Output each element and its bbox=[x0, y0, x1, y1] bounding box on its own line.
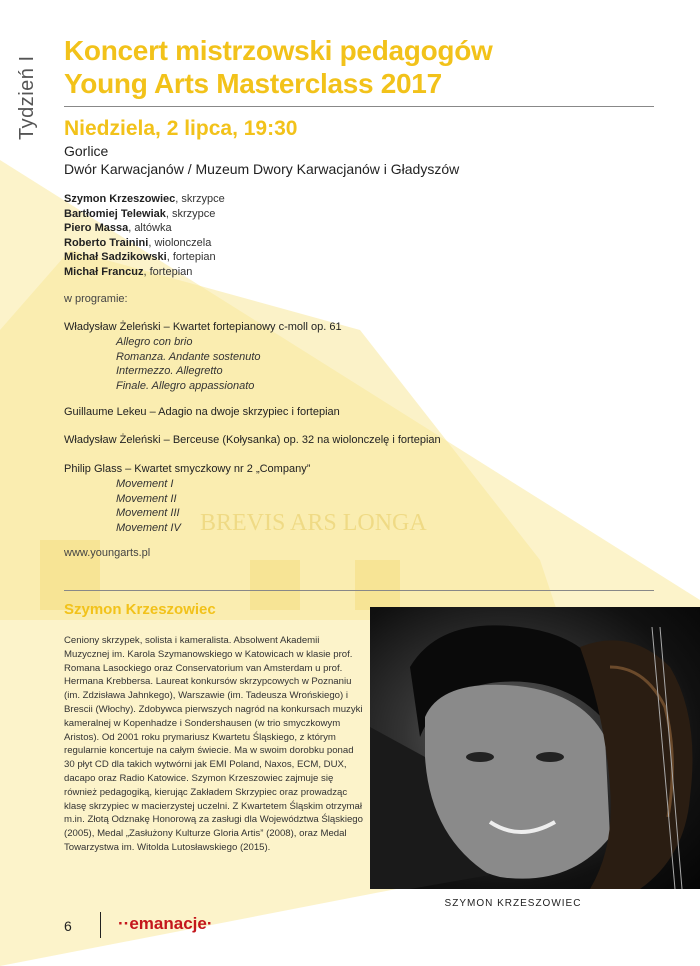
movement: Intermezzo. Allegretto bbox=[116, 365, 223, 377]
section-divider bbox=[64, 590, 654, 591]
movement: Movement III bbox=[116, 507, 180, 519]
performer: Michał Francuz, fortepian bbox=[64, 265, 193, 278]
bio-title: Szymon Krzeszowiec bbox=[64, 601, 216, 618]
concert-date: Niedziela, 2 lipca, 19:30 bbox=[64, 117, 298, 140]
website-link[interactable]: www.youngarts.pl bbox=[64, 547, 151, 559]
movement-list bbox=[116, 477, 181, 535]
photo-caption: SZYMON KRZESZOWIEC bbox=[444, 898, 582, 909]
performer: Bartłomiej Telewiak, skrzypce bbox=[64, 207, 216, 220]
page-number: 6 bbox=[64, 918, 72, 934]
title-divider bbox=[64, 106, 654, 107]
work-title: Guillaume Lekeu – Adagio na dwoje skrzypiec i fortepian bbox=[64, 406, 340, 418]
movement: Allegro con brio bbox=[116, 336, 193, 348]
eye-shape bbox=[466, 752, 494, 762]
performer: Michał Sadzikowski, fortepian bbox=[64, 251, 216, 264]
performer: Roberto Trainini, wiolonczela bbox=[64, 236, 212, 249]
bio-text: Ceniony skrzypek, solista i kameralista. Absolwent Akademii Muzycznej im. Karola Szymanowskiego w Katowicach w klasie prof. Romana Lasockiego oraz Conservatorium van Amsterdam u prof. Hermana Krebbersa. Laureat konkursów skrzypcowych w Poznaniu (im. Zdzisława Jahnkego), Warszawie (im. Tadeusza Wrońskiego) i Brescii (Włochy). Zdobywca pierwszych nagród na konkursach muzyki kameralnej w Kopenhadze i Sondershausen (w trio smyczkowym Aristos). Od 2001 roku prymariusz Kwartetu Śląskiego, z którym regularnie koncertuje na całym świecie. Ma w swoim dorobku ponad 30 płyt CD dla takich wytwórni jak EMI Poland, Naxos, ECM, DUX, dacapo oraz Radio Katowice. Szymon Krzeszowiec zajmuje się również pedagogiką, kierując Zakładem Skrzypiec oraz prowadząc klasę skrzypiec w macierzystej uczelni. Z Kwartetem Śląskim otrzymał m.in. Złotą Odznakę Honorową za zasługi dla Województwa Śląskiego (2005), Medal „Zasłużony Kulturze Gloria Artis” (2008), oraz Medal Towarzystwa im. Witolda Lutosławskiego (2015). bbox=[64, 635, 363, 853]
title-line-2: Young Arts Masterclass 2017 bbox=[64, 68, 442, 99]
venue-block bbox=[64, 142, 459, 178]
venue-name: Dwór Karwacjanów / Muzeum Dwory Karwacjanów i Gładyszów bbox=[64, 161, 460, 177]
eye-shape bbox=[536, 752, 564, 762]
performers-list bbox=[64, 192, 225, 280]
title-line-1: Koncert mistrzowski pedagogów bbox=[64, 35, 493, 66]
movement: Movement II bbox=[116, 492, 177, 505]
movement: Movement IV bbox=[116, 521, 181, 534]
portrait-illustration bbox=[370, 607, 700, 889]
movement: Finale. Allegro appassionato bbox=[116, 379, 255, 392]
week-side-label: Tydzień I bbox=[16, 55, 38, 140]
movement: Movement I bbox=[116, 478, 174, 490]
performer: Piero Massa, altówka bbox=[64, 222, 172, 235]
portrait-photo bbox=[370, 607, 700, 889]
movement: Romanza. Andante sostenuto bbox=[116, 350, 261, 363]
page-title bbox=[64, 34, 492, 100]
footer-divider bbox=[100, 912, 101, 938]
work-title: Władysław Żeleński – Kwartet fortepianowy c-moll op. 61 bbox=[64, 321, 342, 333]
program-label: w programie: bbox=[64, 293, 128, 305]
performer: Szymon Krzeszowiec, skrzypce bbox=[64, 193, 225, 205]
movement-list bbox=[116, 335, 261, 393]
city: Gorlice bbox=[64, 143, 109, 159]
work-title: Władysław Żeleński – Berceuse (Kołysanka) op. 32 na wiolonczelę i fortepian bbox=[64, 434, 441, 446]
emanacje-logo: ··emanacje· bbox=[118, 914, 213, 933]
building-inscription: BREVIS ARS LONGA bbox=[200, 510, 427, 536]
work-title: Philip Glass – Kwartet smyczkowy nr 2 „Company” bbox=[64, 463, 311, 475]
